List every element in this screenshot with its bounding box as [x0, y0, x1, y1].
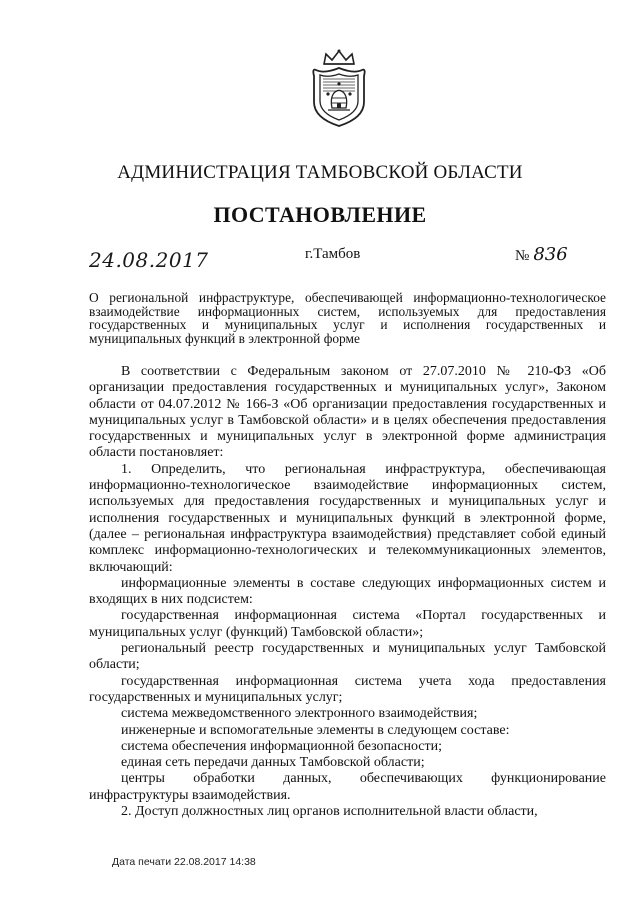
document-number	[515, 244, 568, 265]
document-subject: О региональной инфраструктуре, обеспечивающей информационно-технологическое взаимодействие информационных систем, используемых для предоставления государственных и муниципальных услуг и исполнения государственных и муниципальных функций в электронной форме	[89, 290, 606, 346]
coat-of-arms-icon	[308, 48, 370, 130]
paragraph: система обеспечения информационной безопасности;	[121, 738, 443, 754]
document-city: г.Тамбов	[305, 246, 361, 262]
document-body	[89, 364, 606, 820]
document-type: ПОСТАНОВЛЕНИЕ	[213, 202, 427, 227]
paragraph: государственная информационная система учета хода предоставления государственных и муниципальных услуг;	[89, 673, 606, 705]
print-date: Дата печати 22.08.2017 14:38	[112, 856, 256, 868]
paragraph: 2. Доступ должностных лиц органов исполнительной власти области,	[121, 804, 538, 820]
organization-name: АДМИНИСТРАЦИЯ ТАМБОВСКОЙ ОБЛАСТИ	[117, 162, 523, 183]
paragraph: информационные элементы в составе следующих информационных систем и входящих в них подсистем:	[89, 575, 606, 608]
paragraph: единая сеть передачи данных Тамбовской области;	[121, 755, 425, 771]
paragraph: государственная информационная система «Портал государственных и муниципальных услуг (функций) Тамбовской области»;	[89, 608, 606, 640]
paragraph: система межведомственного электронного взаимодействия;	[121, 706, 478, 722]
number-label: №	[515, 248, 530, 264]
paragraph: региональный реестр государственных и муниципальных услуг Тамбовской области;	[89, 641, 606, 673]
number-value: 836	[533, 244, 568, 265]
paragraph: В соответствии с Федеральным законом от 27.07.2010 № 210-ФЗ «Об организации предоставления государственных и муниципальных услуг», Законом области от 04.07.2012 № 166-З «Об организации предоставления государственных и муниципальных услуг в Тамбовской области» и в целях обеспечения предоставления государственных и муниципальных услуг в электронной форме администрация области постановляет:	[89, 364, 606, 461]
paragraph: инженерные и вспомогательные элементы в следующем составе:	[121, 722, 510, 738]
paragraph: центры обработки данных, обеспечивающих функционирование инфраструктуры взаимодействия.	[89, 771, 606, 803]
paragraph: 1. Определить, что региональная инфраструктура, обеспечивающая информационно-технологическое взаимодействие информационных систем, используемых для предоставления государственных и муниципальных услуг и исполнения государственных и муниципальных функций в электронной форме, (далее – региональная инфраструктура взаимодействия) представляет собой единый комплекс информационно-технологических и телекоммуникационных элементов, включающий:	[89, 461, 606, 575]
document-date: 24.08.2017	[89, 248, 209, 272]
